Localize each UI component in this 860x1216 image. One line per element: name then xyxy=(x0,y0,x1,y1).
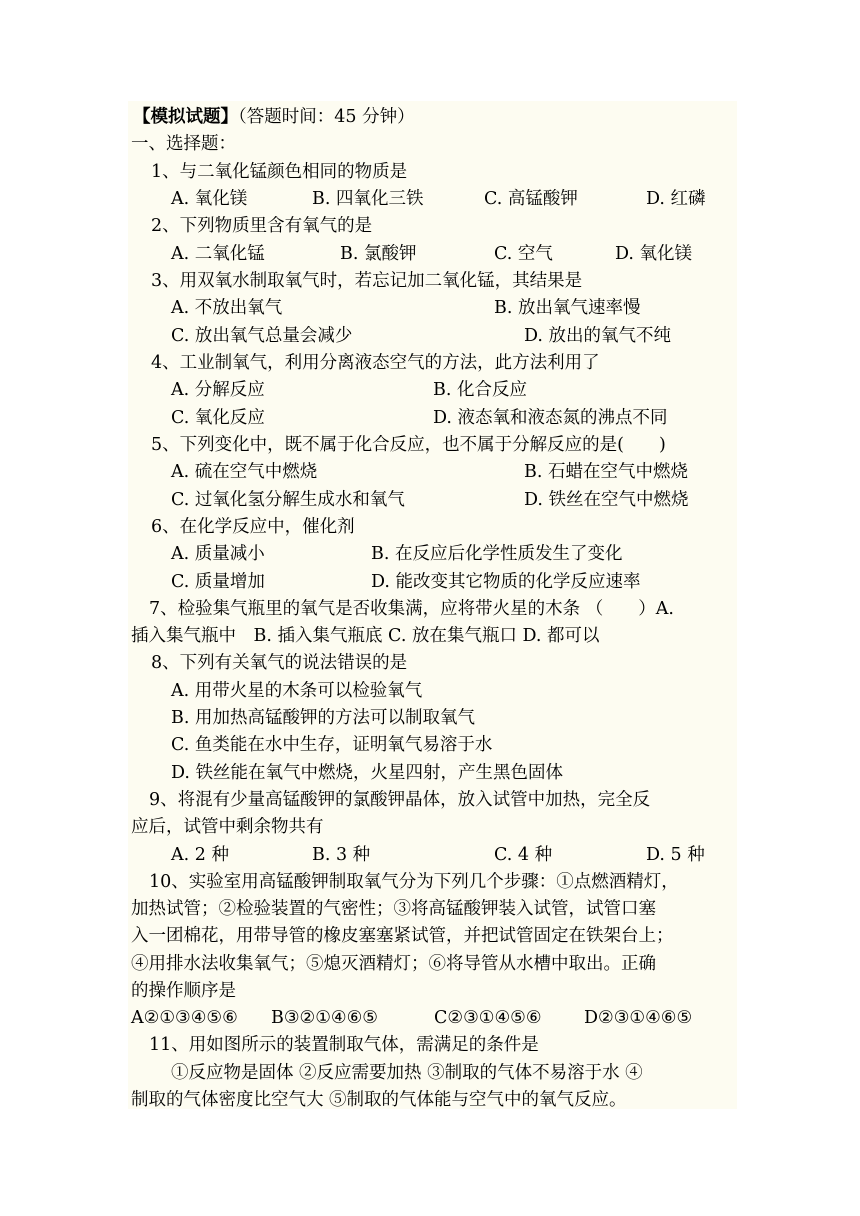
option: A. 质量减小 xyxy=(171,544,265,564)
option: B. 石蜡在空气中燃烧 xyxy=(524,462,688,482)
option: D. 氧化镁 xyxy=(615,244,693,264)
option: A. 硫在空气中燃烧 xyxy=(171,462,318,482)
option: B. 四氧化三铁 xyxy=(312,189,424,209)
option: A. 不放出氧气 xyxy=(171,298,283,318)
option: A. 2 种 xyxy=(171,845,229,865)
option: C. 氧化反应 xyxy=(171,408,265,428)
option: D. 能改变其它物质的化学反应速率 xyxy=(371,572,641,592)
question-stem-cont: ①反应物是固体 ②反应需要加热 ③制取的气体不易溶于水 ④ xyxy=(171,1063,643,1083)
question-stem-cont: 的操作顺序是 xyxy=(131,981,236,1001)
option: B. 在反应后化学性质发生了变化 xyxy=(371,544,623,564)
question-stem: 9、将混有少量高锰酸钾的氯酸钾晶体，放入试管中加热，完全反 xyxy=(149,790,651,810)
option: C. 高锰酸钾 xyxy=(484,189,578,209)
test-title: 【模拟试题】 xyxy=(133,107,238,127)
question-stem-cont: 入一团棉花，用带导管的橡皮塞塞紧试管，并把试管固定在铁架台上； xyxy=(131,926,674,946)
question-stem: 10、实验室用高锰酸钾制取氧气分为下列几个步骤：①点燃酒精灯， xyxy=(149,872,679,892)
option: C. 放出氧气总量会减少 xyxy=(171,326,353,346)
test-header xyxy=(133,105,415,129)
question-stem: 6、在化学反应中，催化剂 xyxy=(151,517,355,537)
question-stem: 1、与二氧化锰颜色相同的物质是 xyxy=(151,162,408,182)
question-stem: 8、下列有关氧气的说法错误的是 xyxy=(151,653,408,673)
question-stem-cont: 插入集气瓶中 B. 插入集气瓶底 C. 放在集气瓶口 D. 都可以 xyxy=(131,626,600,646)
option: D. 铁丝能在氧气中燃烧，火星四射，产生黑色固体 xyxy=(171,763,564,783)
question-stem-cont: ④用排水法收集氧气；⑤熄灭酒精灯；⑥将导管从水槽中取出。正确 xyxy=(131,954,656,974)
option: B. 化合反应 xyxy=(433,380,527,400)
option: D②③①④⑥⑤ xyxy=(584,1008,693,1028)
option: A. 用带火星的木条可以检验氧气 xyxy=(171,681,423,701)
question-stem-cont: 制取的气体密度比空气大 ⑤制取的气体能与空气中的氧气反应。 xyxy=(131,1090,627,1110)
option: B. 放出氧气速率慢 xyxy=(494,298,641,318)
question-stem: 11、用如图所示的装置制取气体，需满足的条件是 xyxy=(149,1035,539,1055)
option: B. 3 种 xyxy=(312,845,371,865)
question-stem: 2、下列物质里含有氧气的是 xyxy=(151,216,373,236)
section-heading: 一、选择题： xyxy=(131,134,236,154)
option: A. 氧化镁 xyxy=(171,189,248,209)
option: A. 分解反应 xyxy=(171,380,265,400)
option: D. 液态氧和液态氮的沸点不同 xyxy=(433,408,668,428)
option: C②③①④⑤⑥ xyxy=(434,1008,542,1028)
option: B. 氯酸钾 xyxy=(340,244,417,264)
option: C. 4 种 xyxy=(494,845,553,865)
option: C. 质量增加 xyxy=(171,572,265,592)
option: C. 过氧化氢分解生成水和氧气 xyxy=(171,490,405,510)
option: A②①③④⑤⑥ xyxy=(131,1008,238,1028)
option: A. 二氧化锰 xyxy=(171,244,265,264)
option: D. 放出的氧气不纯 xyxy=(524,326,672,346)
option: C. 空气 xyxy=(494,244,553,264)
option: C. 鱼类能在水中生存，证明氧气易溶于水 xyxy=(171,735,493,755)
option: D. 铁丝在空气中燃烧 xyxy=(524,490,689,510)
time-note: （答题时间：45 分钟） xyxy=(238,107,415,127)
question-stem: 4、工业制氧气，利用分离液态空气的方法，此方法利用了 xyxy=(151,353,600,373)
option: B. 用加热高锰酸钾的方法可以制取氧气 xyxy=(171,708,475,728)
question-stem: 5、下列变化中，既不属于化合反应，也不属于分解反应的是( ) xyxy=(151,435,666,455)
question-stem: 7、检验集气瓶里的氧气是否收集满，应将带火星的木条 （ ）A. xyxy=(149,599,674,619)
option: D. 5 种 xyxy=(646,845,705,865)
option: D. 红磷 xyxy=(646,189,706,209)
option: B③②①④⑥⑤ xyxy=(271,1008,378,1028)
question-stem: 3、用双氧水制取氧气时，若忘记加二氧化锰，其结果是 xyxy=(151,271,583,291)
question-stem-cont: 加热试管；②检验装置的气密性；③将高锰酸钾装入试管，试管口塞 xyxy=(131,899,656,919)
question-stem-cont: 应后，试管中剩余物共有 xyxy=(131,817,324,837)
